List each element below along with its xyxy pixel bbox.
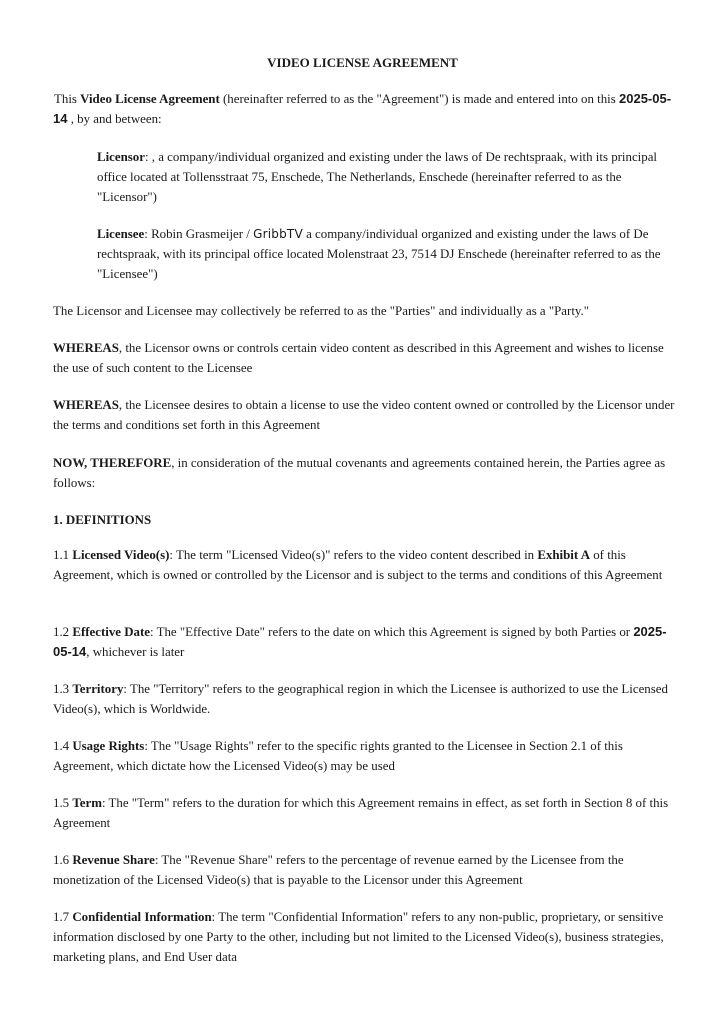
licensee-text-1: : Robin Grasmeijer / xyxy=(144,227,254,241)
therefore-text: , in consideration of the mutual covenants and agreements contained herein, the Parties agree as follows: xyxy=(53,456,666,490)
parties-paragraph: The Licensor and Licensee may collectively be referred to as the "Parties" and individually as a "Party." xyxy=(53,304,589,318)
intro-text-1: This xyxy=(54,92,81,106)
definition-term: Effective Date xyxy=(72,625,151,639)
definition-1-5: 1.5 Term: The "Term" refers to the duration for which this Agreement remains in effect, as set forth in Section 8 of this Agreement xyxy=(53,796,669,830)
licensor-text: : , a company/individual organized and existing under the laws of De rechtspraak, with its principal office located at Tollensstraat 75, Enschede, The Netherlands, Enschede (hereinafter referred to as the "Licensor") xyxy=(97,150,658,204)
definition-term: Usage Rights xyxy=(72,739,145,753)
licensee-company: GribbTV xyxy=(253,227,303,241)
therefore-paragraph xyxy=(53,453,678,493)
definition-1-3: 1.3 Territory: The "Territory" refers to the geographical region in which the Licensee is authorized to use the Licensed Video(s), which is Worldwide. xyxy=(53,682,668,716)
agreement-date: 2025-05-14 xyxy=(53,91,672,126)
definition-term: Revenue Share xyxy=(72,853,155,867)
whereas-1-text: , the Licensor owns or controls certain video content as described in this Agreement and wishes to license the use of such content to the Licensee xyxy=(53,341,664,375)
licensor-label: Licensor xyxy=(97,150,145,164)
licensee-text-2: a company/individual organized and existing under the laws of De rechtspraak, with its principal office located Molenstraat 23, 7514 DJ Enschede (hereinafter referred to as the "Licensee") xyxy=(97,227,661,281)
definition-term: Term xyxy=(72,796,102,810)
whereas-2-text: , the Licensee desires to obtain a license to use the video content owned or controlled by the Licensor under the terms and conditions set forth in this Agreement xyxy=(53,398,675,432)
intro-text-2: (hereinafter referred to as the "Agreement") is made and entered into on this xyxy=(219,92,619,106)
definition-1-6: 1.6 Revenue Share: The "Revenue Share" refers to the percentage of revenue earned by the Licensee from the monetization of the Licensed Video(s) that is payable to the Licensor under this Agreement xyxy=(53,853,624,887)
whereas-1 xyxy=(53,338,678,378)
licensee-clause xyxy=(97,224,682,284)
definition-term: Confidential Information xyxy=(72,910,212,924)
definition-1-4: 1.4 Usage Rights: The "Usage Rights" refer to the specific rights granted to the Licensee in Section 2.1 of this Agreement, which dictate how the Licensed Video(s) may be used xyxy=(53,739,623,773)
definition-1-2: 1.2 Effective Date: The "Effective Date" refers to the date on which this Agreement is signed by both Parties or 2025-05-14, whichever is later xyxy=(53,624,667,659)
intro-paragraph xyxy=(53,89,675,129)
intro-text-3: , by and between: xyxy=(67,112,162,126)
whereas-2 xyxy=(53,395,678,435)
document-title: VIDEO LICENSE AGREEMENT xyxy=(267,55,458,70)
whereas-2-label: WHEREAS xyxy=(53,398,119,412)
whereas-1-label: WHEREAS xyxy=(53,341,119,355)
agreement-name: Video License Agreement xyxy=(80,92,220,106)
licensee-label: Licensee xyxy=(97,227,145,241)
exhibit-reference: Exhibit A xyxy=(537,548,591,562)
licensor-clause xyxy=(97,147,682,207)
definition-1-7: 1.7 Confidential Information: The term "Confidential Information" refers to any non-public, proprietary, or sensitive information disclosed by one Party to the other, including but not limited to the Licensed Video(s), business strategies, marketing plans, and End User data xyxy=(53,910,664,964)
therefore-label: NOW, THEREFORE xyxy=(53,456,172,470)
definition-term: Licensed Video(s) xyxy=(72,548,170,562)
effective-date-value: 2025-05-14 xyxy=(53,624,667,659)
section-heading: 1. DEFINITIONS xyxy=(53,513,152,527)
definition-term: Territory xyxy=(72,682,124,696)
definition-1-1: 1.1 Licensed Video(s): The term "Licensed Video(s)" refers to the video content described in Exhibit A of this Agreement, which is owned or controlled by the Licensor and is subject to the terms and conditions of this Agreement xyxy=(53,548,663,582)
